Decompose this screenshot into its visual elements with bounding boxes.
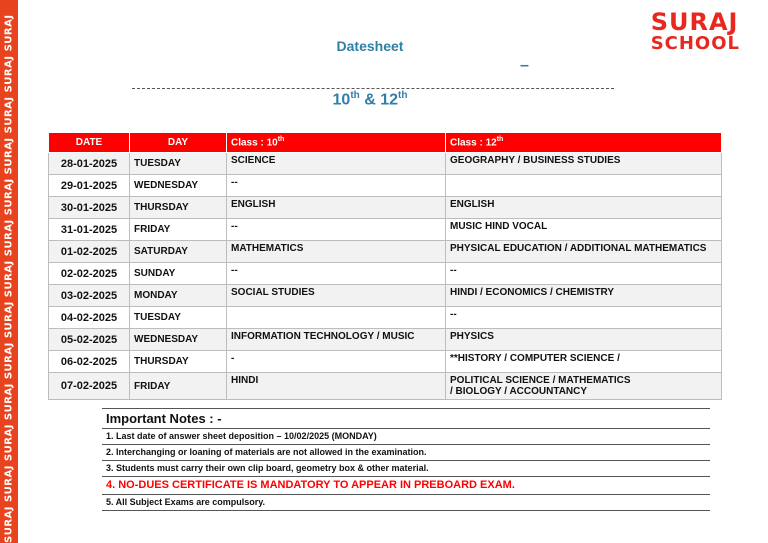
header-day: DAY bbox=[130, 133, 227, 153]
title-dash: – bbox=[520, 57, 529, 74]
page-title: Datesheet bbox=[336, 38, 404, 54]
logo-line-1: SURAJ bbox=[650, 8, 739, 36]
row-date: 01-02-2025 bbox=[49, 241, 130, 263]
notes-heading: Important Notes : - bbox=[102, 408, 710, 429]
note-item: 2. Interchanging or loaning of materials are not allowed in the examination. bbox=[102, 445, 710, 461]
table-row bbox=[49, 307, 722, 329]
header-date: DATE bbox=[49, 133, 130, 153]
note-item: 3. Students must carry their own clip board, geometry box & other material. bbox=[102, 461, 710, 477]
row-date: 07-02-2025 bbox=[49, 373, 130, 400]
important-notes bbox=[102, 408, 710, 511]
row-day: WEDNESDAY bbox=[130, 329, 227, 351]
row-date: 06-02-2025 bbox=[49, 351, 130, 373]
note-item: 1. Last date of answer sheet deposition – 10/02/2025 (MONDAY) bbox=[102, 429, 710, 445]
row-class-10: HINDI bbox=[227, 373, 446, 400]
row-day: TUESDAY bbox=[130, 307, 227, 329]
row-class-10: -- bbox=[227, 219, 446, 241]
school-logo bbox=[651, 10, 740, 53]
row-date: 30-01-2025 bbox=[49, 197, 130, 219]
note-item-highlight: 4. NO-DUES CERTIFICATE IS MANDATORY TO APPEAR IN PREBOARD EXAM. bbox=[102, 477, 710, 495]
page-subtitle: 10th & 12th bbox=[332, 90, 408, 109]
row-class-10: - bbox=[227, 351, 446, 373]
row-date: 29-01-2025 bbox=[49, 175, 130, 197]
row-class-12: ENGLISH bbox=[446, 197, 722, 219]
row-class-12: GEOGRAPHY / BUSINESS STUDIES bbox=[446, 153, 722, 175]
table-row bbox=[49, 351, 722, 373]
row-day: THURSDAY bbox=[130, 351, 227, 373]
side-brand-strip bbox=[0, 0, 18, 543]
row-class-10: SOCIAL STUDIES bbox=[227, 285, 446, 307]
row-class-10: MATHEMATICS bbox=[227, 241, 446, 263]
row-date: 03-02-2025 bbox=[49, 285, 130, 307]
table-row bbox=[49, 197, 722, 219]
table-row bbox=[49, 285, 722, 307]
row-class-12: MUSIC HIND VOCAL bbox=[446, 219, 722, 241]
row-class-10: INFORMATION TECHNOLOGY / MUSIC bbox=[227, 329, 446, 351]
row-class-12: PHYSICAL EDUCATION / ADDITIONAL MATHEMATICS bbox=[446, 241, 722, 263]
row-class-10: -- bbox=[227, 263, 446, 285]
table-row bbox=[49, 263, 722, 285]
table-row bbox=[49, 329, 722, 351]
table-row bbox=[49, 241, 722, 263]
row-class-10: SCIENCE bbox=[227, 153, 446, 175]
row-class-12 bbox=[446, 373, 722, 400]
row-day: TUESDAY bbox=[130, 153, 227, 175]
row-class-12-line-1: POLITICAL SCIENCE / MATHEMATICS bbox=[450, 375, 631, 386]
row-day: WEDNESDAY bbox=[130, 175, 227, 197]
row-class-10: -- bbox=[227, 175, 446, 197]
table-row bbox=[49, 175, 722, 197]
note-item: 5. All Subject Exams are compulsory. bbox=[102, 495, 710, 511]
row-date: 02-02-2025 bbox=[49, 263, 130, 285]
row-date: 05-02-2025 bbox=[49, 329, 130, 351]
row-day: FRIDAY bbox=[130, 219, 227, 241]
row-class-10 bbox=[227, 307, 446, 329]
datesheet-table bbox=[48, 132, 722, 400]
row-class-12-line-2: / BIOLOGY / ACCOUNTANCY bbox=[450, 386, 588, 397]
row-day: SATURDAY bbox=[130, 241, 227, 263]
header-class-10: Class : 10th bbox=[227, 133, 446, 153]
row-class-10: ENGLISH bbox=[227, 197, 446, 219]
row-date: 31-01-2025 bbox=[49, 219, 130, 241]
row-day: SUNDAY bbox=[130, 263, 227, 285]
row-day: FRIDAY bbox=[130, 373, 227, 400]
row-day: MONDAY bbox=[130, 285, 227, 307]
logo-line-2: SCHOOL bbox=[650, 33, 740, 54]
row-class-12: **HISTORY / COMPUTER SCIENCE / bbox=[446, 351, 722, 373]
row-date: 28-01-2025 bbox=[49, 153, 130, 175]
table-row bbox=[49, 153, 722, 175]
table-row bbox=[49, 373, 722, 400]
row-class-12: PHYSICS bbox=[446, 329, 722, 351]
dashed-divider bbox=[132, 88, 614, 89]
row-class-12: HINDI / ECONOMICS / CHEMISTRY bbox=[446, 285, 722, 307]
row-class-12: -- bbox=[446, 263, 722, 285]
row-day: THURSDAY bbox=[130, 197, 227, 219]
header-class-12: Class : 12th bbox=[446, 133, 722, 153]
row-class-12: -- bbox=[446, 307, 722, 329]
row-date: 04-02-2025 bbox=[49, 307, 130, 329]
table-row bbox=[49, 219, 722, 241]
row-class-12 bbox=[446, 175, 722, 197]
table-header-row bbox=[49, 133, 722, 153]
side-brand-text: SURAJ SURAJ SURAJ SURAJ SURAJ SURAJ SURAJ SURAJ SURAJ SURAJ SURAJ SURAJ SURAJ bbox=[3, 14, 15, 543]
